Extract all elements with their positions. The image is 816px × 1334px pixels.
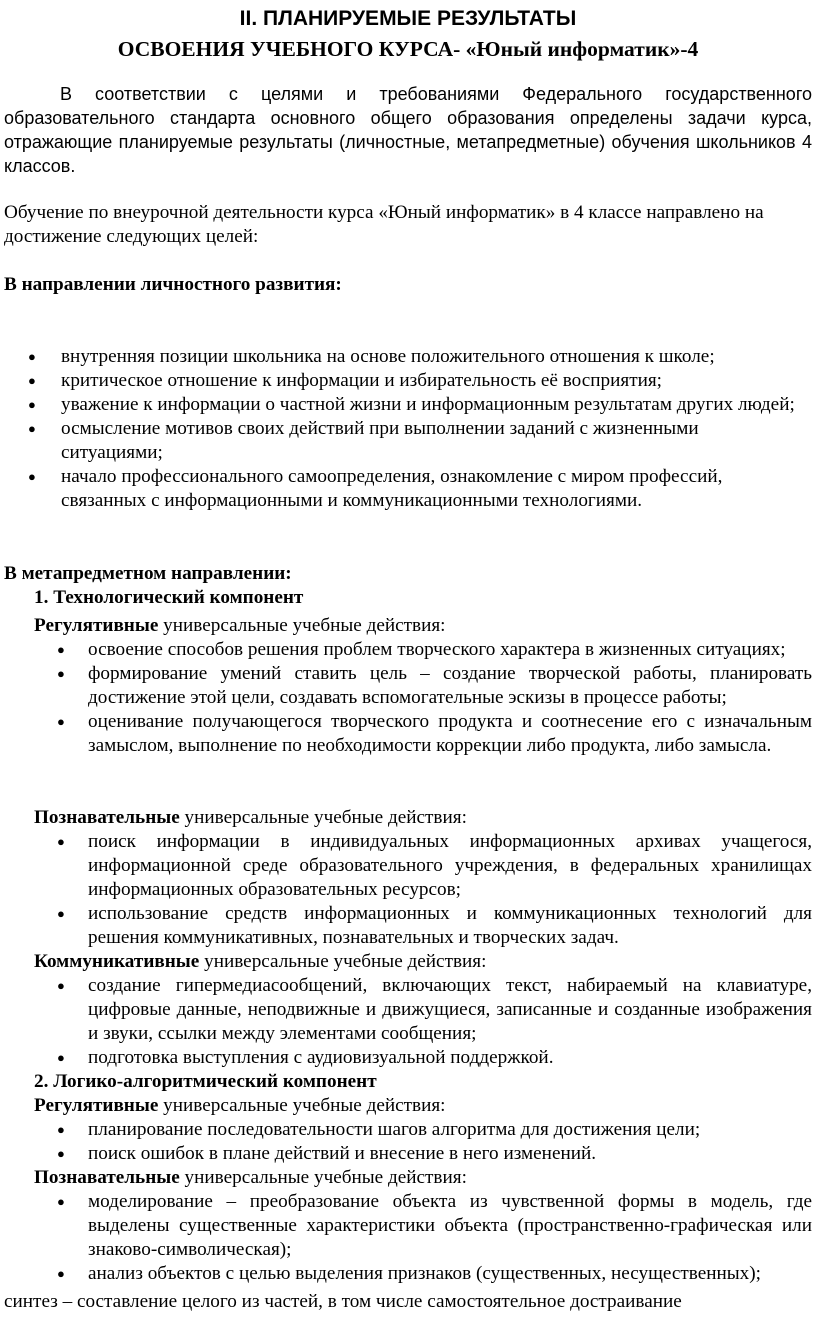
list-item: ● поиск ошибок в плане действий и внесение в него изменений.: [57, 1143, 597, 1164]
list-item: ● моделирование – преобразование объекта из чувственной формы в модель, где выделены существенные характеристики объекта (пространственно-графическая или знаково-символическая);: [57, 1191, 812, 1260]
logic-cognitive-label: Познавательные универсальные учебные действия:: [34, 1167, 467, 1188]
title-line-2: ОСВОЕНИЯ УЧЕБНОГО КУРСА- «Юный информатик»-4: [117, 37, 699, 61]
list-item: ● критическое отношение к информации и избирательность её восприятия;: [28, 370, 663, 391]
list-item: ● внутренняя позиции школьника на основе положительного отношения к школе;: [28, 346, 715, 367]
list-item: ● формирование умений ставить цель – создание творческой работы, планировать достижение этой цели, создавать вспомогательные эскизы в процессе работы;: [57, 663, 812, 708]
list-item: ● анализ объектов с целью выделения признаков (существенных, несущественных);: [57, 1263, 761, 1284]
tech-regulative-label: Регулятивные универсальные учебные действия:: [34, 615, 446, 636]
list-item: ● уважение к информации о частной жизни и информационным результатам других людей;: [28, 394, 795, 415]
intro-paragraph: В соответствии с целями и требованиями Федерального государственного образовательного стандарта основного общего образования определены задачи курса, отражающие планируемые результаты (личностные, метапредметные) обучения школьников 4 классов.: [4, 84, 812, 176]
tech-cognitive-label: Познавательные универсальные учебные действия:: [34, 807, 467, 828]
list-item: ● подготовка выступления с аудиовизуальной поддержкой.: [57, 1047, 554, 1068]
tech-communicative-list: [57, 974, 812, 1070]
title-line-1: II. ПЛАНИРУЕМЫЕ РЕЗУЛЬТАТЫ: [239, 7, 577, 30]
personal-list: [28, 345, 801, 513]
tech-heading: 1. Технологический компонент: [34, 587, 304, 608]
logic-heading: 2. Логико-алгоритмический компонент: [34, 1071, 377, 1092]
logic-cognitive-list: [57, 1190, 812, 1286]
tech-regulative-list: [57, 638, 812, 758]
list-item: ● освоение способов решения проблем творческого характера в жизненных ситуациях;: [57, 639, 786, 660]
list-item: ● планирование последовательности шагов алгоритма для достижения цели;: [57, 1119, 701, 1140]
list-item: ● осмысление мотивов своих действий при выполнении заданий с жизненными ситуациями;: [28, 418, 699, 463]
logic-regulative-label: Регулятивные универсальные учебные действия:: [34, 1095, 446, 1116]
list-item: ● поиск информации в индивидуальных информационных архивах учащегося, информационной среде образовательного учреждения, в федеральных хранилищах информационных образовательных ресурсов;: [57, 831, 812, 900]
tech-cognitive-list: [57, 830, 812, 950]
continuation-line: синтез – составление целого из частей, в том числе самостоятельное достраивание: [4, 1291, 682, 1312]
goal-paragraph: Обучение по внеурочной деятельности курса «Юный информатик» в 4 классе направлено на достижение следующих целей:: [4, 202, 764, 247]
list-item: ● использование средств информационных и коммуникационных технологий для решения коммуникативных, познавательных и творческих задач.: [57, 903, 812, 948]
tech-communicative-label: Коммуникативные универсальные учебные действия:: [34, 951, 487, 972]
page-title: [0, 0, 816, 64]
list-item: ● создание гипермедиасообщений, включающих текст, набираемый на клавиатуре, цифровые данные, неподвижные и движущиеся, записанные и созданные изображения и звуки, ссылки между элементами сообщения;: [57, 975, 812, 1044]
list-item: ● оценивание получающегося творческого продукта и соотнесение его с изначальным замыслом, выполнение по необходимости коррекции либо продукта, либо замысла.: [57, 711, 812, 756]
logic-regulative-list: [57, 1118, 812, 1166]
personal-heading: В направлении личностного развития:: [4, 274, 342, 295]
meta-heading: В метапредметном направлении:: [4, 563, 292, 584]
list-item: ● начало профессионального самоопределения, ознакомление с миром профессий, связанных с информационными и коммуникационными технологиями.: [28, 466, 723, 511]
